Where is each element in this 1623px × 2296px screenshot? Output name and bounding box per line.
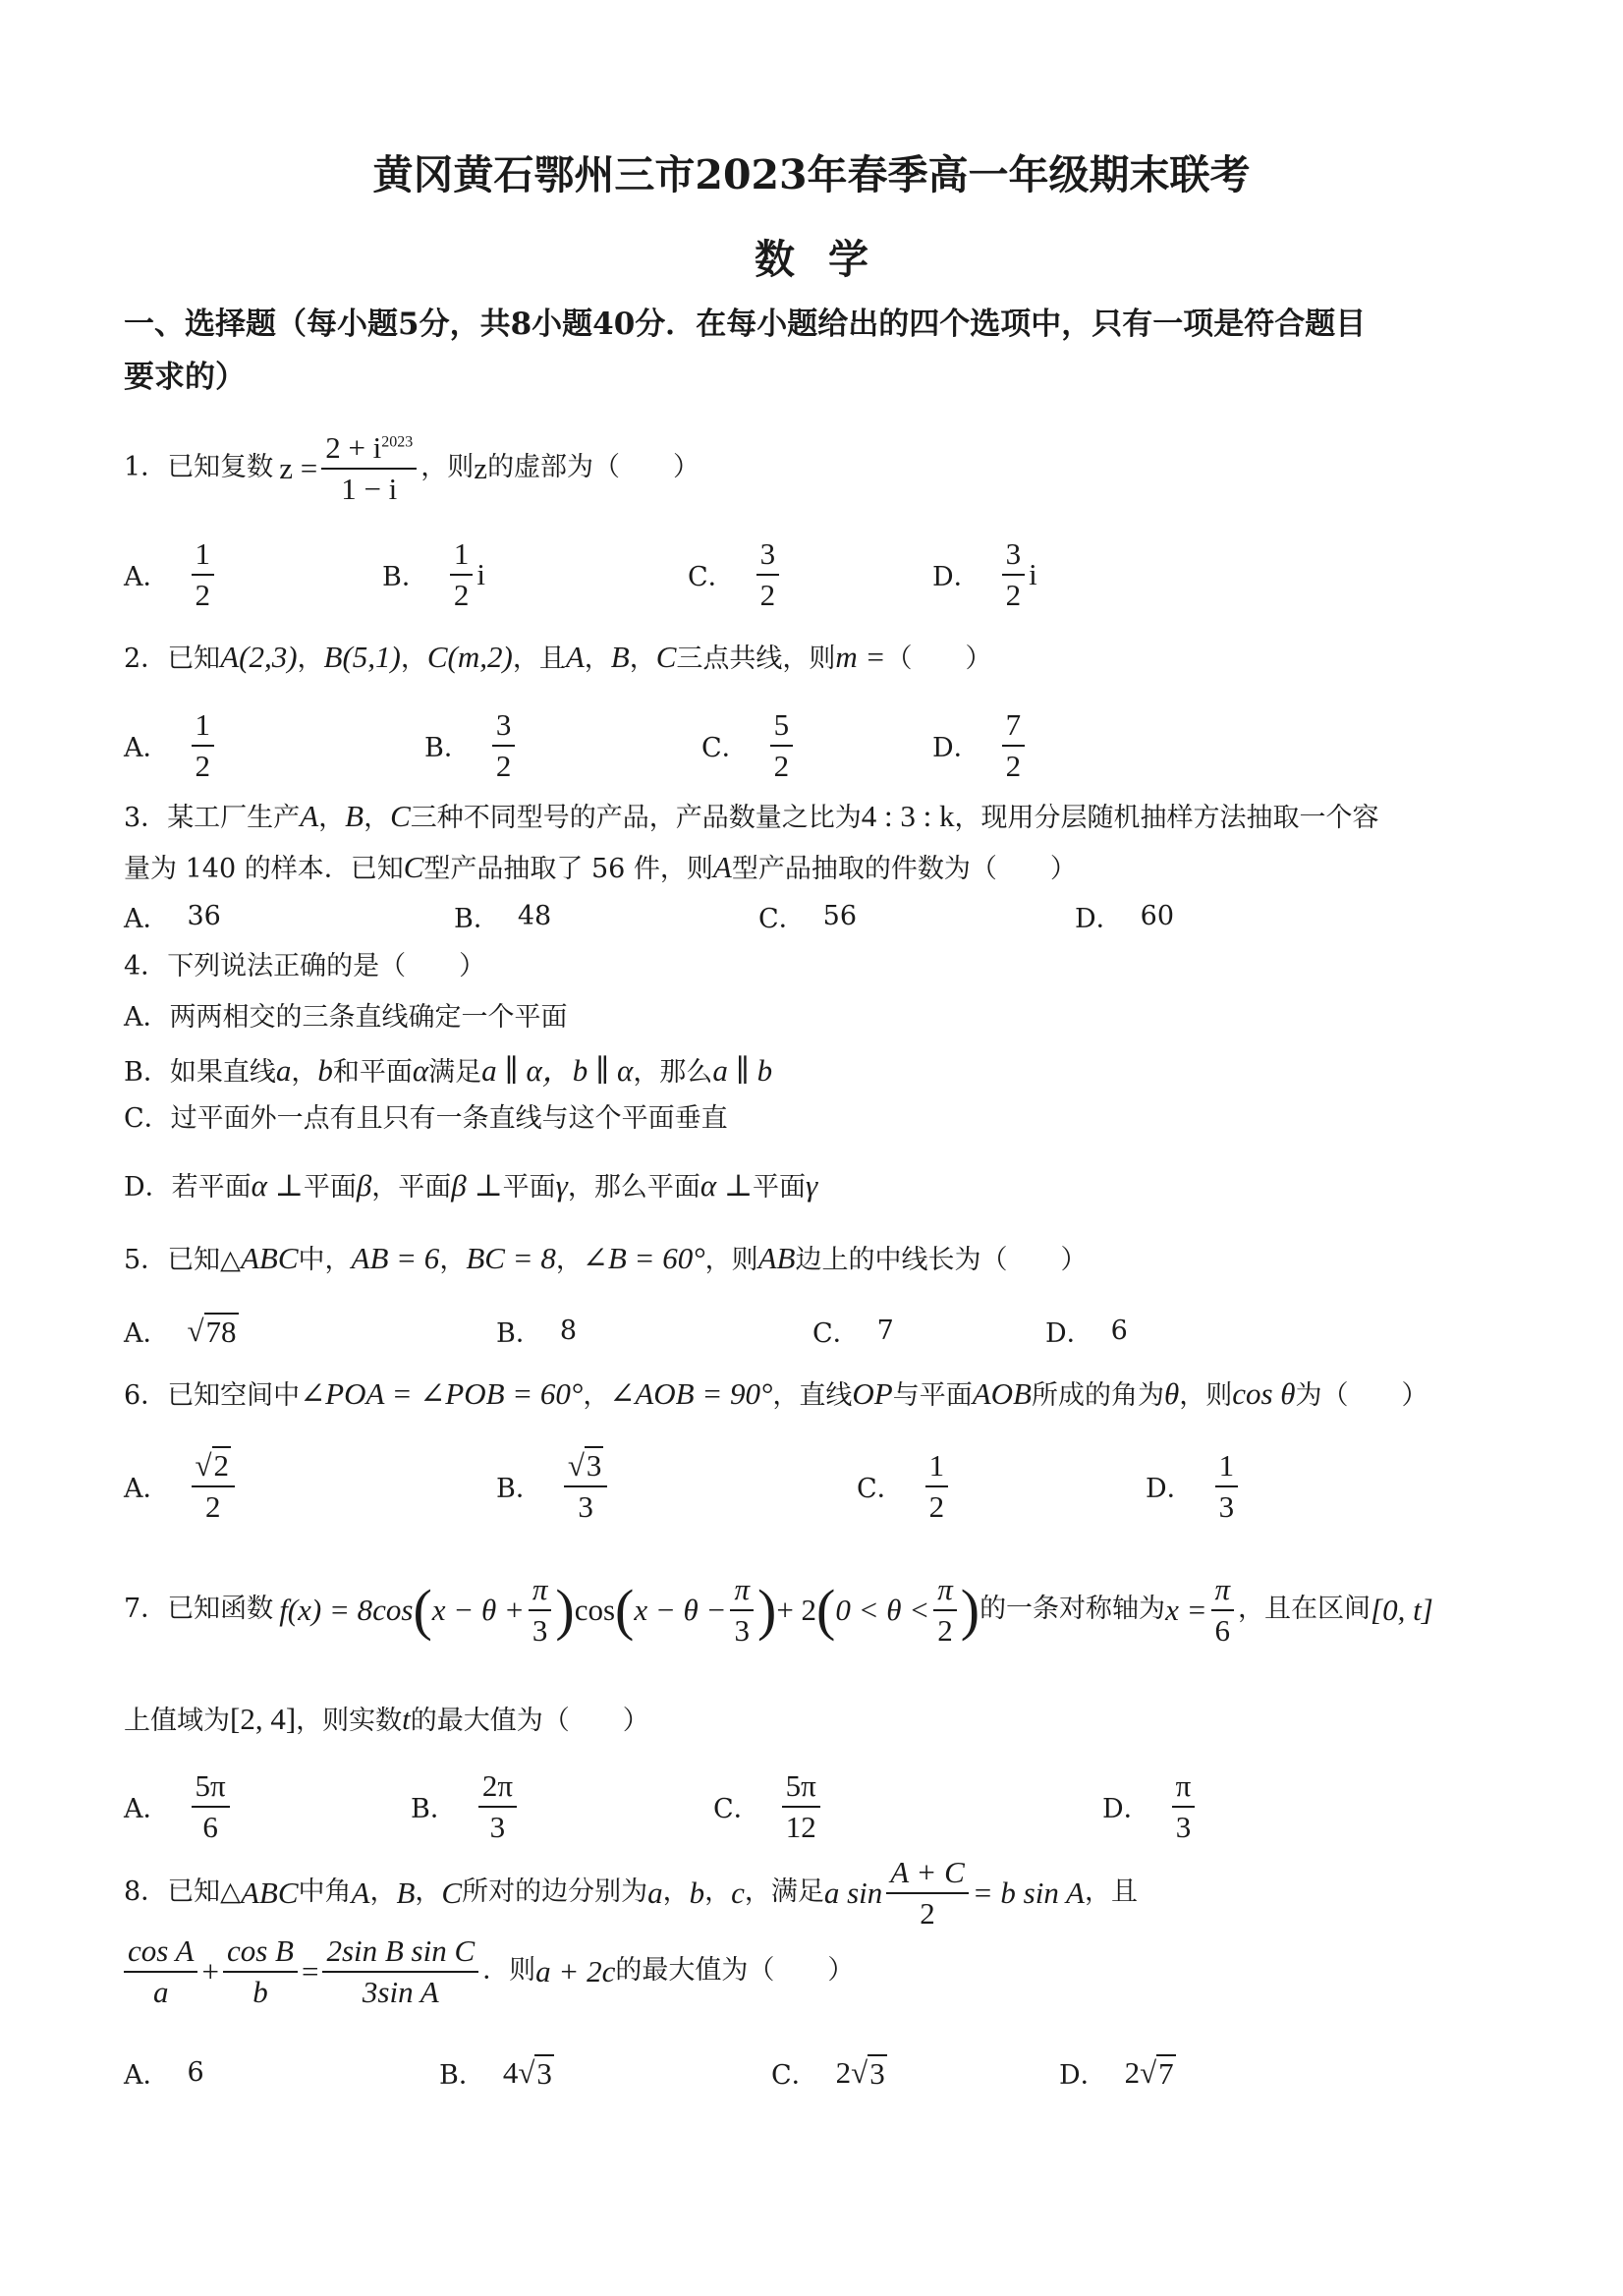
radicand: 3: [536, 2055, 552, 2091]
fraction-denominator: 3sin A: [362, 1974, 439, 2009]
fraction-denominator: 1 − i: [341, 471, 398, 506]
variable-t: t: [402, 1702, 411, 1736]
point-a: A(2,3): [220, 640, 298, 674]
coefficient: 2: [835, 2054, 852, 2090]
question-text: 中，: [298, 1245, 352, 1275]
fraction-denominator: 3: [1175, 1809, 1192, 1844]
cos: cos: [574, 1593, 616, 1628]
fraction-numerator: π: [1172, 1768, 1196, 1808]
question-1-options: [0, 536, 1623, 615]
math: α ⊥: [251, 1168, 304, 1203]
option-label: B．: [382, 562, 428, 593]
option-value: 6: [1110, 1316, 1128, 1346]
fraction-denominator: 3: [578, 1488, 593, 1524]
option-label: C．: [701, 733, 749, 764]
option-a: A． $\frac{√2}{2}$: [124, 1448, 239, 1524]
question-3-options: [0, 897, 1623, 936]
fraction-numerator: 1: [192, 536, 215, 576]
question-2-options: [0, 707, 1623, 786]
question-8-options: [0, 2053, 1623, 2098]
question-text: 已知函数: [167, 1594, 274, 1625]
option-c: [812, 1312, 894, 1350]
fraction-numerator: 2sin B sin C: [322, 1933, 478, 1973]
ratio: 4 : 3 : k: [861, 799, 955, 833]
option-label: D．: [1059, 2060, 1107, 2091]
fraction-numerator: cos A: [124, 1933, 197, 1973]
argument: x − θ −: [634, 1593, 727, 1628]
fraction-numerator: 1: [450, 536, 474, 576]
fraction-denominator: 2: [453, 577, 470, 612]
question-text: ．则: [482, 1955, 536, 1987]
expression: a + 2c: [535, 1954, 616, 1989]
option-value: 8: [559, 1316, 578, 1346]
fraction-denominator: 2: [759, 577, 776, 612]
option-label: C．: [812, 1318, 860, 1349]
question-1-stem: [124, 430, 700, 506]
question-text: 型产品抽取的件数为（ ）: [731, 854, 1077, 884]
answer-blank: （ ）: [885, 644, 992, 674]
question-text: 与平面: [892, 1380, 973, 1411]
question-text: 已知△: [167, 1876, 241, 1908]
formula-lhs: z =: [279, 451, 318, 486]
option-label: A．: [124, 1474, 170, 1505]
option-c: C． 2 √ 3: [771, 2054, 885, 2091]
option-c: [857, 1448, 952, 1524]
radicand: 7: [1158, 2055, 1174, 2091]
question-7-line1: 7． 已知函数 f(x) = 8cos ( x − θ + $\frac{\pi}{3}$ ) cos ( x − θ − $\frac{\pi}{3}$ ) + 2 ( 0 < θ < $\frac{\pi}{2}$ ) 的一条对称轴为 x = $\frac{\pi}{6}$ ，且在区间 [0, t]: [124, 1572, 1433, 1648]
variable: z: [474, 451, 488, 486]
option-d: [1146, 1448, 1242, 1524]
question-text: 型产品抽取了 56 件，则: [423, 854, 713, 884]
constant: + 2: [776, 1593, 817, 1628]
question-text: ，满足: [744, 1876, 824, 1908]
radicand: 3: [586, 1448, 602, 1483]
question-text: 量为 140 的样本．已知: [124, 854, 404, 884]
question-text: 已知△: [167, 1245, 241, 1275]
question-text: 已知复数: [167, 452, 274, 483]
option-d: [932, 536, 1037, 612]
fraction-denominator: 6: [202, 1809, 218, 1844]
question-text: 已知: [167, 644, 221, 674]
option-text: 平面: [303, 1172, 357, 1203]
fraction-denominator: 2: [495, 748, 512, 783]
fraction-numerator: 1: [1215, 1448, 1239, 1487]
question-4-stem: [124, 951, 485, 982]
fraction-denominator: 3: [1218, 1488, 1235, 1524]
question-number: 1．: [124, 452, 168, 483]
question-text: 已知空间中: [167, 1380, 301, 1411]
function: f(x) = 8cos: [279, 1593, 414, 1628]
option-label: A．: [124, 733, 170, 764]
fraction-numerator: 5: [770, 707, 794, 747]
option-c: [713, 1768, 824, 1844]
fraction-numerator: 2 + i: [325, 430, 382, 465]
question-5-stem: 5．已知△ABC中，AB = 6，BC = 8，∠B = 60°，则AB边上的中线长为（ ）: [124, 1241, 1088, 1275]
option-d: [932, 707, 1029, 783]
question-text: ，且: [1085, 1876, 1138, 1908]
fraction-denominator: 2: [773, 748, 790, 783]
question-text: 的最大值为（ ）: [410, 1706, 649, 1736]
option-b: [424, 707, 519, 783]
option-b: [496, 1312, 577, 1350]
option-label: A．: [124, 1318, 170, 1349]
option-label: B．: [439, 2060, 485, 2091]
fraction-numerator: cos B: [223, 1933, 298, 1973]
imaginary-unit: i: [1029, 556, 1037, 591]
fraction: [321, 430, 417, 506]
fraction-denominator: 2: [205, 1488, 221, 1524]
option-d: [1075, 897, 1174, 935]
option-c: [688, 536, 783, 612]
option-a: [124, 897, 221, 935]
radicand: 3: [869, 2055, 885, 2091]
option-label: B．: [411, 1794, 457, 1825]
option-c: [701, 707, 797, 783]
fraction-denominator: 2: [1005, 748, 1022, 783]
option-a: [124, 1768, 234, 1844]
fraction-numerator: 1: [925, 1448, 949, 1487]
fraction-denominator: 3: [489, 1809, 506, 1844]
fraction-denominator: 2: [928, 1488, 945, 1524]
option-label: D．: [1045, 1318, 1093, 1349]
point-c: C(m,2): [426, 640, 513, 674]
fraction-numerator: 3: [1002, 536, 1026, 576]
fraction-numerator: A + C: [886, 1855, 968, 1894]
option-value: 56: [822, 901, 858, 931]
section-heading-line1: 一、选择题（每小题5分，共8小题40分．在每小题给出的四个选项中，只有一项是符合题目: [124, 307, 1367, 342]
question-3-line2: 量为 140 的样本．已知C型产品抽取了 56 件，则A型产品抽取的件数为（ ）: [124, 850, 1077, 884]
coefficient: 2: [1124, 2054, 1141, 2090]
option-label: A．: [124, 1794, 170, 1825]
plane-aob: AOB: [972, 1376, 1032, 1411]
point-b: B(5,1): [323, 640, 401, 674]
question-text: ，且: [512, 644, 566, 674]
option-text: ，平面: [371, 1172, 452, 1203]
radicand: 2: [213, 1448, 230, 1483]
option-label: D．: [932, 562, 980, 593]
expression: = b sin A: [972, 1876, 1085, 1911]
line-op: OP: [852, 1376, 893, 1411]
option-b: B．如果直线a，b和平面α满足a ∥ α，b ∥ α，那么a ∥ b: [124, 1053, 773, 1088]
condition: a ∥ α，b ∥ α: [481, 1053, 634, 1088]
option-label: A．: [124, 562, 170, 593]
option-label: C．: [771, 2060, 818, 2091]
option-text: ，那么平面: [567, 1172, 700, 1203]
option-text: 平面: [753, 1172, 807, 1203]
option-label: D．: [1075, 904, 1123, 934]
fraction-denominator: 3: [532, 1612, 548, 1648]
fraction-denominator: 2: [195, 577, 210, 612]
option-b: B． $\frac{√3}{3}$: [496, 1448, 611, 1524]
triangle: ABC: [240, 1876, 299, 1911]
option-b: [382, 536, 485, 612]
question-8-line2: $\frac{\text{cos A}}{a}$ + $\frac{\text{cos B}}{b}$ = $\frac{\text{2sin B sin C}}{\text{3sin A}}$ ．则 a + 2c 的最大值为（ ）: [124, 1933, 854, 2009]
option-label: C．: [713, 1794, 760, 1825]
fraction-denominator: 2: [195, 748, 210, 783]
imaginary-unit: i: [476, 556, 485, 591]
option-a: [124, 536, 218, 612]
question-number: 8．: [124, 1876, 168, 1908]
question-number: 3．: [124, 803, 168, 833]
option-value: 7: [876, 1316, 894, 1346]
option-a: A．两两相交的三条直线确定一个平面: [124, 1002, 568, 1033]
question-text: ，则: [420, 452, 475, 483]
option-text: D．若平面: [124, 1172, 252, 1203]
question-text: 上值域为: [124, 1706, 230, 1736]
fraction-denominator: b: [252, 1974, 268, 2009]
conclusion: a ∥ b: [712, 1053, 773, 1088]
condition: ∠B = 60°: [582, 1241, 705, 1275]
question-number: 4．: [124, 951, 168, 981]
option-b: [411, 1768, 521, 1844]
fraction-numerator: 7: [1002, 707, 1026, 747]
option-label: A．: [124, 904, 170, 934]
cos-theta: cos θ: [1232, 1376, 1296, 1411]
exam-title: 黄冈黄石鄂州三市2023年春季高一年级期末联考: [372, 151, 1251, 198]
coefficient: 4: [502, 2054, 519, 2090]
argument: x − θ +: [431, 1593, 525, 1628]
question-text: 的虚部为（ ）: [487, 452, 700, 483]
question-text: 的最大值为（ ）: [615, 1955, 855, 1987]
axis: x =: [1165, 1593, 1207, 1628]
question-8-line1: 8． 已知△ ABC 中角 A ， B ， C 所对的边分别为 a ， b ， c ，满足 a sin $\frac{A + C}{2}$ = b sin A ，且: [124, 1855, 1138, 1931]
option-a: [124, 707, 218, 783]
exponent: 2023: [381, 433, 414, 451]
option-d: D． 2 √ 7: [1059, 2054, 1174, 2091]
question-number: 6．: [124, 1380, 168, 1411]
math: γ: [555, 1168, 568, 1203]
expression: a sin: [823, 1876, 883, 1911]
fraction-denominator: 2: [920, 1895, 935, 1931]
condition: 0 < θ <: [835, 1593, 930, 1628]
fraction-denominator: 2: [937, 1612, 953, 1648]
fraction-numerator: π: [730, 1572, 754, 1611]
option-label: B．: [496, 1474, 542, 1505]
question-text: 下列说法正确的是（ ）: [167, 951, 486, 981]
unknown-m: m =: [835, 640, 886, 674]
question-text: 的一条对称轴为: [979, 1594, 1166, 1625]
option-text: ，那么: [633, 1057, 713, 1088]
option-value: 48: [517, 901, 552, 931]
question-2-stem: 2．已知A(2,3)，B(5,1)，C(m,2)，且A，B，C三点共线，则m =（ ）: [124, 640, 992, 674]
question-text: ，且在区间: [1238, 1594, 1371, 1625]
fraction-denominator: 6: [1214, 1612, 1231, 1648]
subject-title: 数学: [755, 236, 902, 283]
question-text: ，则: [704, 1245, 758, 1275]
option-a: A． √ 78: [124, 1313, 237, 1349]
option-label: D．: [932, 733, 980, 764]
option-value: 36: [187, 901, 221, 931]
option-d: [1102, 1768, 1199, 1844]
condition: ∠POA = ∠POB = 60°: [300, 1376, 584, 1411]
question-text: ，直线: [772, 1380, 853, 1411]
fraction-denominator: 3: [734, 1612, 750, 1648]
question-text: 所对的边分别为: [462, 1876, 648, 1908]
math: α ⊥: [700, 1168, 754, 1203]
question-number: 7．: [124, 1594, 168, 1625]
option-label: D．: [1102, 1794, 1150, 1825]
question-3-line1: 3．某工厂生产A，B，C三种不同型号的产品，产品数量之比为4 : 3 : k，现用分层随机抽样方法抽取一个容: [124, 799, 1379, 833]
option-label: C．: [857, 1474, 904, 1505]
fraction-numerator: π: [933, 1572, 957, 1611]
math: β: [356, 1168, 372, 1203]
option-text: 平面: [502, 1172, 556, 1203]
radicand: 78: [205, 1314, 237, 1349]
option-text: 和平面: [332, 1057, 413, 1088]
option-value: 60: [1140, 901, 1175, 931]
option-text: B．如果直线: [124, 1057, 276, 1088]
section-heading-line2: 要求的）: [124, 360, 246, 395]
question-number: 5．: [124, 1245, 168, 1275]
fraction-denominator: 2: [1005, 577, 1022, 612]
question-text: 三种不同型号的产品，产品数量之比为: [410, 803, 862, 833]
question-7-options: [0, 1768, 1623, 1847]
fraction-numerator: 5π: [192, 1768, 230, 1808]
option-d: [124, 1167, 817, 1204]
option-label: C．: [758, 904, 806, 934]
math: γ: [806, 1168, 818, 1203]
question-7-line2: [124, 1701, 649, 1737]
fraction-denominator: 12: [785, 1809, 816, 1844]
fraction-numerator: 2π: [478, 1768, 517, 1808]
option-d: [1045, 1312, 1128, 1350]
option-label: B．: [454, 904, 500, 934]
question-number: 2．: [124, 644, 168, 674]
range: [2, 4]: [230, 1702, 297, 1736]
fraction-denominator: a: [152, 1974, 169, 2009]
angle-theta: θ: [1164, 1376, 1180, 1411]
option-b: [454, 897, 551, 935]
condition: ∠AOB = 90°: [609, 1376, 773, 1411]
option-label: C．: [688, 562, 735, 593]
fraction-numerator: 3: [492, 707, 516, 747]
question-text: 某工厂生产: [167, 803, 301, 833]
condition: AB = 6: [351, 1241, 440, 1275]
interval: [0, t]: [1371, 1593, 1433, 1628]
question-text: 为（ ）: [1295, 1380, 1428, 1411]
option-label: B．: [424, 733, 471, 764]
option-text: 满足: [428, 1057, 482, 1088]
option-label: A．: [124, 2060, 170, 2091]
question-6-options: [0, 1448, 1623, 1527]
question-text: 中角: [298, 1876, 352, 1908]
fraction-numerator: π: [529, 1572, 552, 1611]
question-6-stem: 6．已知空间中∠POA = ∠POB = 60°，∠AOB = 90°，直线OP与平面AOB所成的角为θ，则cos θ为（ ）: [124, 1376, 1428, 1411]
question-text: 所成的角为: [1032, 1380, 1164, 1411]
fraction-numerator: 1: [192, 707, 215, 747]
question-5-options: [0, 1312, 1623, 1356]
triangle: ABC: [240, 1241, 299, 1275]
fraction-numerator: 5π: [782, 1768, 820, 1808]
question-text: 边上的中线长为（ ）: [795, 1245, 1088, 1275]
option-b: B． 4 √ 3: [439, 2054, 552, 2091]
option-value: 6: [187, 2057, 204, 2088]
question-text: ，则: [1179, 1380, 1233, 1411]
question-text: ，现用分层随机抽样方法抽取一个容: [954, 803, 1379, 833]
option-c: C．过平面外一点有且只有一条直线与这个平面垂直: [124, 1103, 728, 1134]
condition: BC = 8: [466, 1241, 556, 1275]
question-text: ，则实数: [296, 1706, 403, 1736]
option-a: [124, 2053, 204, 2092]
option-label: B．: [496, 1318, 542, 1349]
fraction-numerator: π: [1211, 1572, 1235, 1611]
math: β ⊥: [451, 1168, 503, 1203]
question-text: 三点共线，则: [676, 644, 836, 674]
option-c: [758, 897, 857, 935]
segment: AB: [757, 1241, 796, 1275]
option-label: D．: [1146, 1474, 1194, 1505]
fraction-numerator: 3: [756, 536, 780, 576]
